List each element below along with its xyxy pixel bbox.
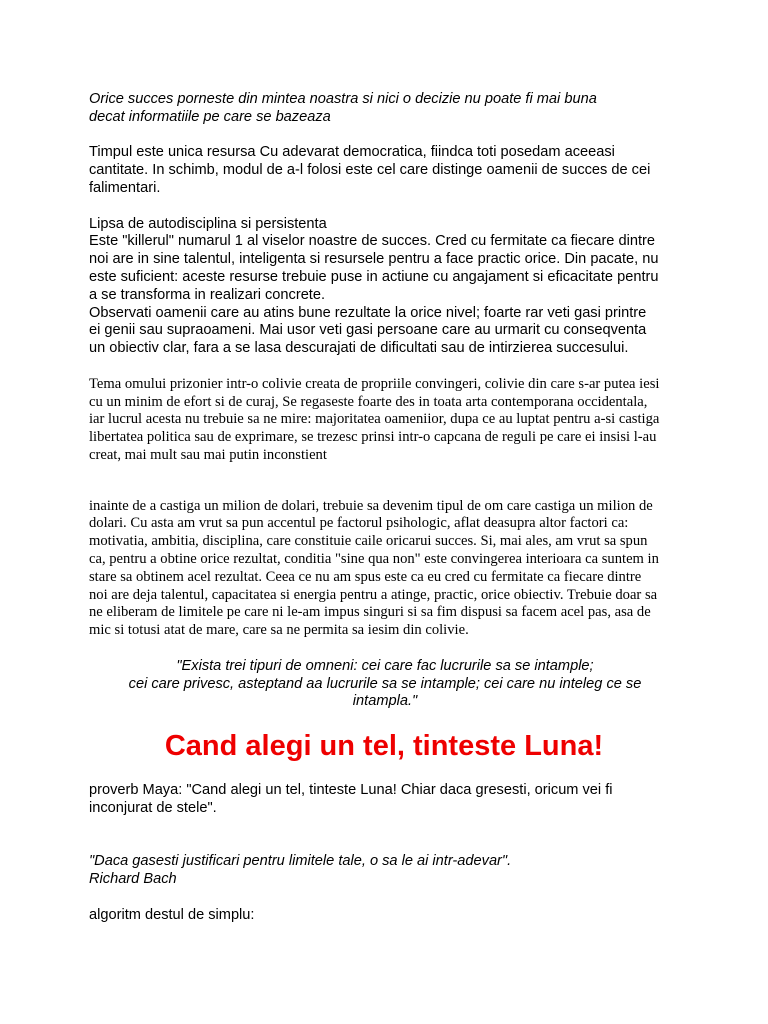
headline: Cand alegi un tel, tinteste Luna! [164, 730, 604, 763]
section-heading: Lipsa de autodisciplina si persistenta [89, 215, 327, 232]
text-line: stare sa obtinem acel rezultat. Ceea ce nu am spus este ca eu cred cu fermitate ca fiecare dintre [89, 568, 642, 585]
text-line: cantitate. In schimb, modul de a-l folosi este cel care distinge oamenii de succes de cei [89, 162, 651, 179]
discipline-section [89, 216, 681, 358]
text-line: Observati oamenii care au atins bune rezultate la orice nivel; foarte rar veti gasi printre [89, 304, 647, 321]
text-line: Este "killerul" numarul 1 al viselor noastre de succes. Cred cu fermitate ca fiecare dintre [89, 233, 655, 250]
text-line: libertatea politica sau de exprimare, se trezesc prinsi intr-o capcana de reguli pe care ei insisi l-au [89, 429, 657, 446]
text-line: dolari. Cu asta am vrut sa pun accentul pe factorul psihologic, aflat deasupra altor factori ca: [89, 515, 629, 532]
text-line: noi are in sine talentul, inteligenta si resursele pentru a face practic orice. Din pacate, nu [89, 251, 659, 268]
text-line: motivatia, ambitia, disciplina, care constituie caile oricarui succes. Si, mai ales, am vrut sa spun [89, 533, 648, 550]
text-line: intampla." [352, 693, 418, 710]
bach-quote-block [89, 853, 681, 889]
text-line: falimentari. [89, 179, 161, 196]
text-line: decat informatiile pe care se bazeaza [89, 108, 331, 125]
text-line: a se transforma in realizari concrete. [89, 286, 326, 303]
text-line: Tema omului prizonier intr-o colivie creata de propriile convingeri, colivie din care s-ar putea iesi [89, 375, 660, 392]
bach-quote: "Daca gasesti justificari pentru limitele tale, o sa le ai intr-adevar". [89, 853, 512, 870]
text-line: noi are deja talentul, capacitatea si energia pentru a atinge, practic, orice obiectiv. Trebuie doar sa [89, 586, 658, 603]
text-line: Orice succes porneste din mintea noastra si nici o decizie nu poate fi mai buna [89, 91, 597, 107]
text-line: ei genii sau supraoameni. Mai usor veti gasi persoane care au urmarit cu conseqventa [89, 322, 647, 339]
text-line: cei care privesc, asteptand aa lucrurile sa se intample; cei care nu inteleg ce se [128, 675, 642, 692]
text-line: cu un minim de efort si de curaj, Se regaseste foarte des in toata arta contemporana occidentala, [89, 393, 648, 410]
maya-proverb [89, 782, 681, 818]
text-line: mic si totusi atat de mare, care sa ne permita sa iesim din colivie. [89, 622, 469, 639]
text-line: proverb Maya: "Cand alegi un tel, tinteste Luna! Chiar daca gresesti, oricum vei fi [89, 782, 613, 799]
million-paragraph [89, 498, 681, 640]
opening-quote [89, 91, 681, 127]
text-line: creat, mai mult sau mai putin inconstient [89, 446, 327, 463]
text-line: ca, pentru a obtine orice rezultat, conditia "sine qua non" este convingerea interioara ca suntem in [89, 550, 659, 567]
bach-author: Richard Bach [89, 871, 177, 888]
document-page [89, 91, 681, 924]
prisoner-paragraph [89, 376, 681, 465]
text-line: Timpul este unica resursa Cu adevarat democratica, fiindca toti posedam aceeasi [89, 144, 615, 161]
algorithm-section [89, 907, 681, 925]
text-line: un obiectiv clar, fara a se lasa descurajati de dificultati sau de intirzierea succesului. [89, 340, 629, 357]
three-types-quote [85, 658, 685, 711]
text-line: inainte de a castiga un milion de dolari, trebuie sa devenim tipul de om care castiga un milion de [89, 497, 653, 514]
time-paragraph [89, 144, 681, 197]
text-line: este suficient: aceste resurse trebuie puse in actiune cu angajament si eficacitate pentru [89, 268, 659, 285]
algorithm-line: algoritm destul de simplu: [89, 906, 255, 923]
text-line: ne eliberam de limitele pe care ni le-am impus singuri si sa fim dispusi sa facem acel pas, asa de [89, 604, 651, 621]
text-line: "Exista trei tipuri de omneni: cei care fac lucrurile sa se intample; [176, 657, 594, 674]
text-line: inconjurat de stele". [89, 799, 217, 816]
text-line: iar lucrul acesta nu trebuie sa ne mire: majoritatea oameniior, dupa ce au luptat pentru a-si castiga [89, 411, 660, 428]
